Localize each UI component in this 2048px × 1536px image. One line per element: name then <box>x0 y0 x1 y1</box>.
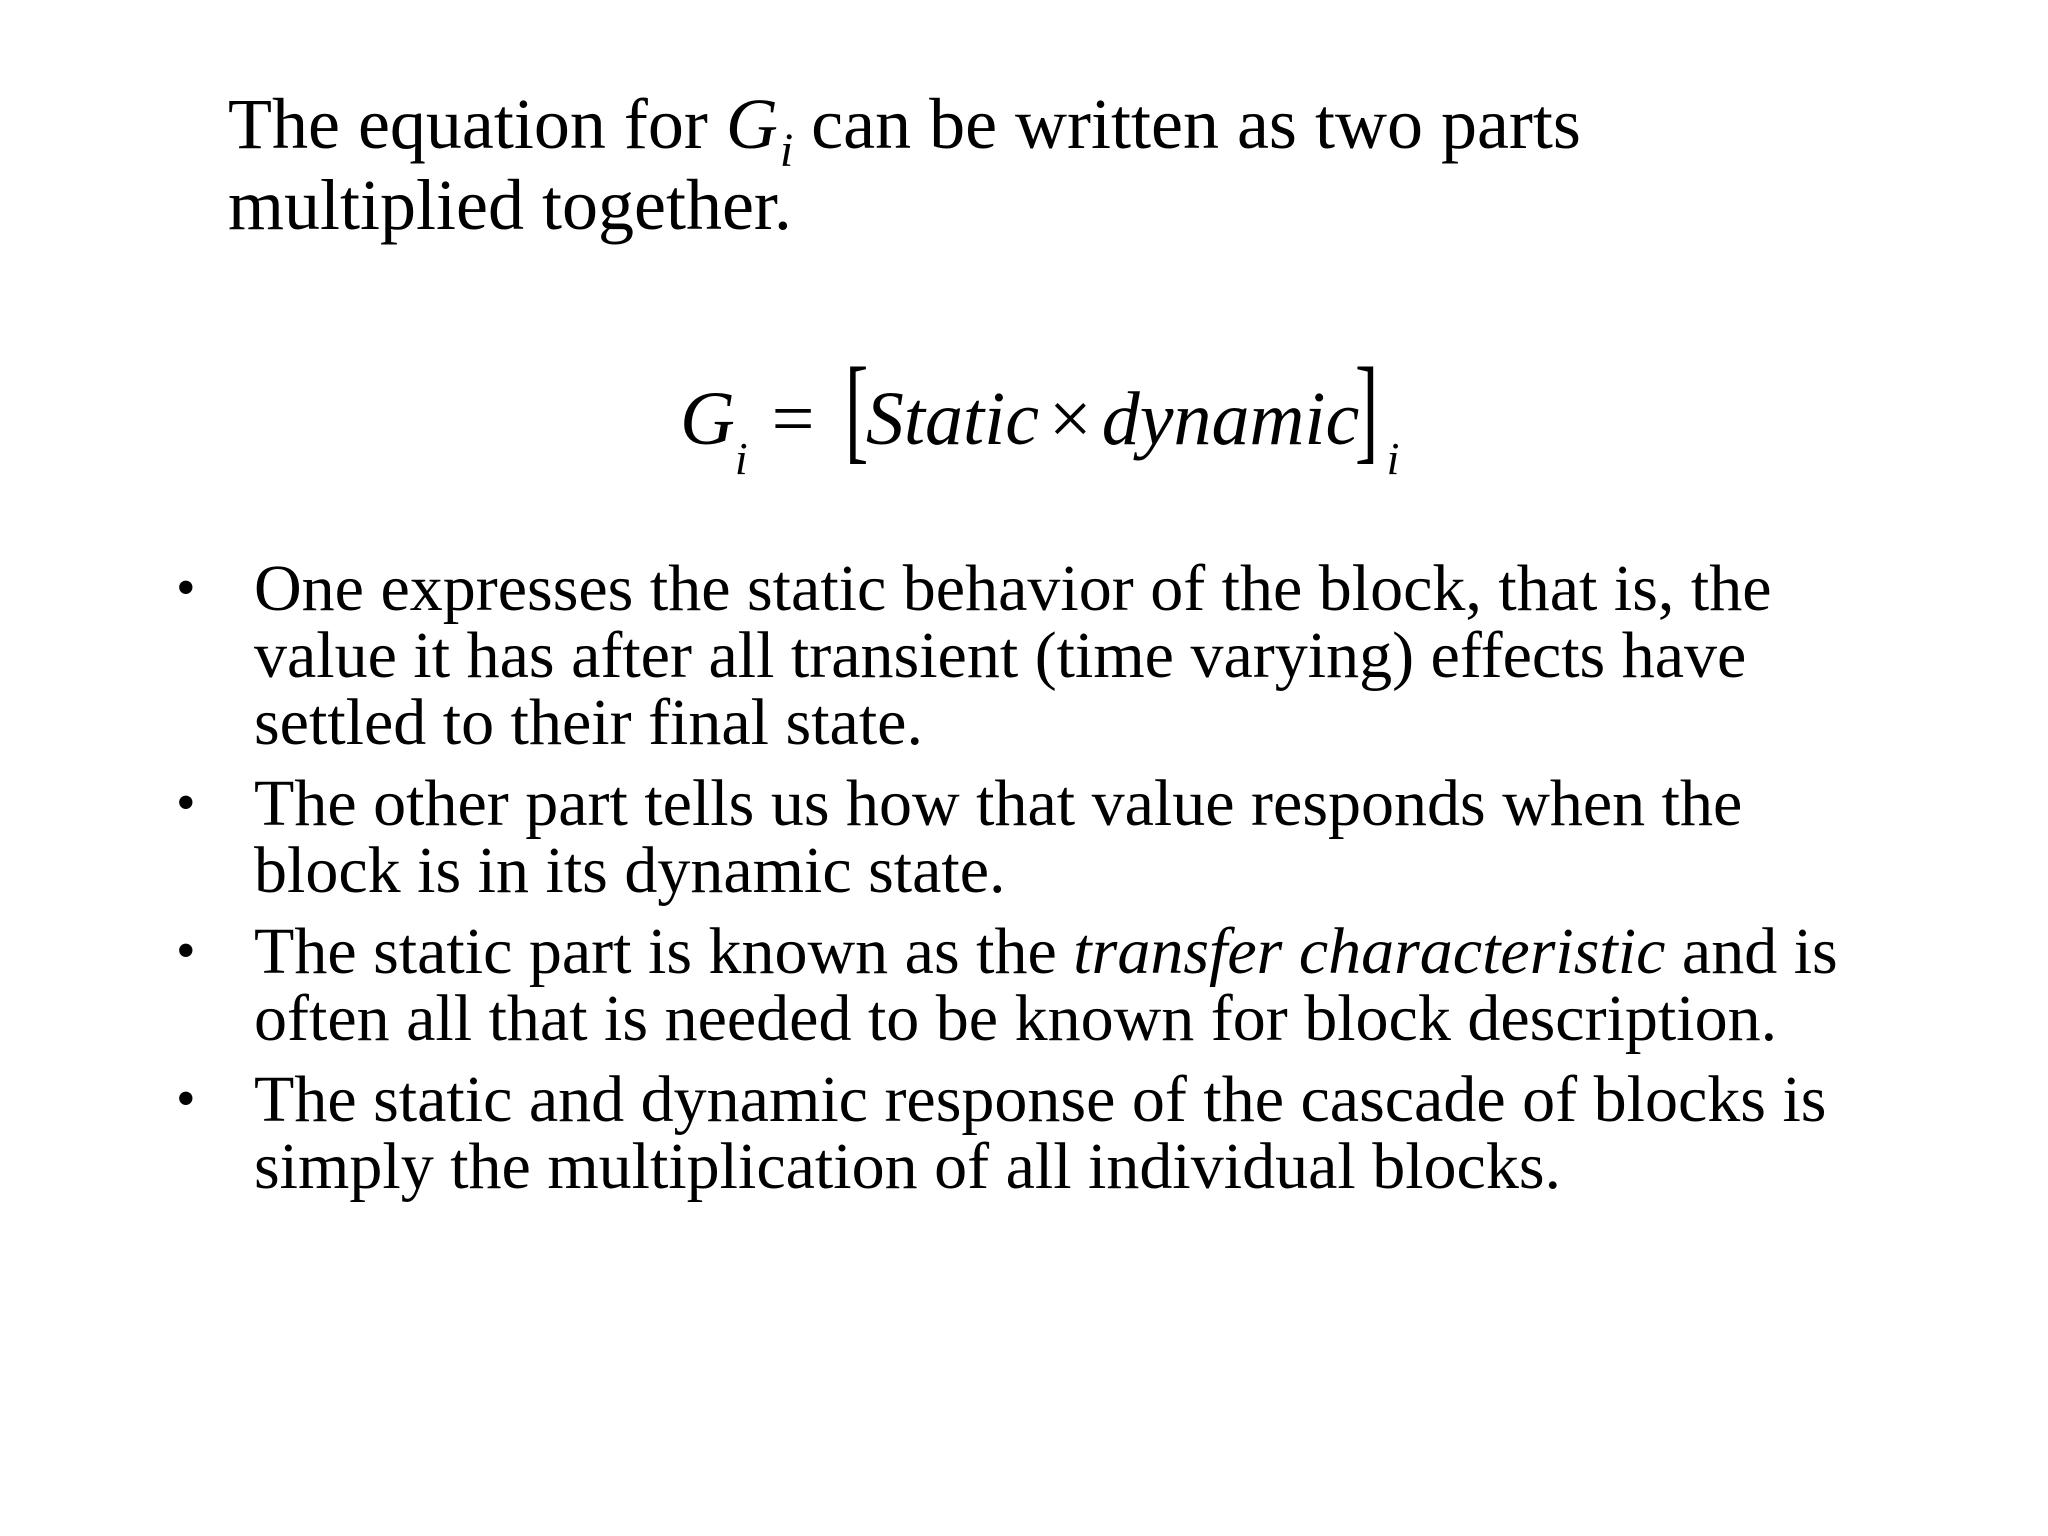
equation-close-bracket: ] <box>1355 343 1379 474</box>
bullet-item <box>170 1063 1890 1203</box>
equation-open-bracket: [ <box>844 343 868 474</box>
bullet-text: The other part tells us how that value responds when the block is in its dynamic state. <box>254 767 1743 907</box>
intro-line-2: multiplied together. <box>228 165 792 245</box>
intro-variable: G <box>725 84 778 164</box>
intro-variable-subscript: i <box>779 124 794 177</box>
gain-equation <box>680 340 1400 484</box>
equation-term-static: Static <box>865 377 1039 461</box>
bullet-symbol: • <box>176 772 196 834</box>
equation-rhs-subscript: i <box>1386 433 1400 484</box>
bullet-symbol: • <box>176 557 196 619</box>
bullet-emphasis-term: transfer characteristic <box>1073 915 1666 988</box>
equation-equals: = <box>771 377 815 461</box>
equation-lhs-subscript: i <box>734 433 748 484</box>
bullet-item <box>170 767 1890 907</box>
bullet-symbol: • <box>176 1068 196 1130</box>
equation-term-dynamic: dynamic <box>1101 377 1360 461</box>
intro-text-before: The equation for <box>228 84 708 164</box>
bullet-text: The static and dynamic response of the cascade of blocks is simply the multiplication of all individual blocks. <box>254 1063 1827 1203</box>
bullet-list <box>170 552 1890 1214</box>
equation-times: × <box>1048 377 1092 461</box>
bullet-symbol: • <box>176 920 196 982</box>
intro-heading <box>228 84 1828 245</box>
bullet-item <box>170 915 1890 1055</box>
bullet-text-after: and is often all that is needed to be known for block description. <box>254 915 1838 1055</box>
intro-text-after: can be written as two parts <box>811 84 1581 164</box>
bullet-text-before: The static part is known as the <box>254 915 1057 988</box>
bullet-text: One expresses the static behavior of the block, that is, the value it has after all transient (time varying) effects have settled to their final state. <box>254 552 1772 759</box>
bullet-item <box>170 552 1890 759</box>
equation-lhs: G <box>680 377 735 461</box>
